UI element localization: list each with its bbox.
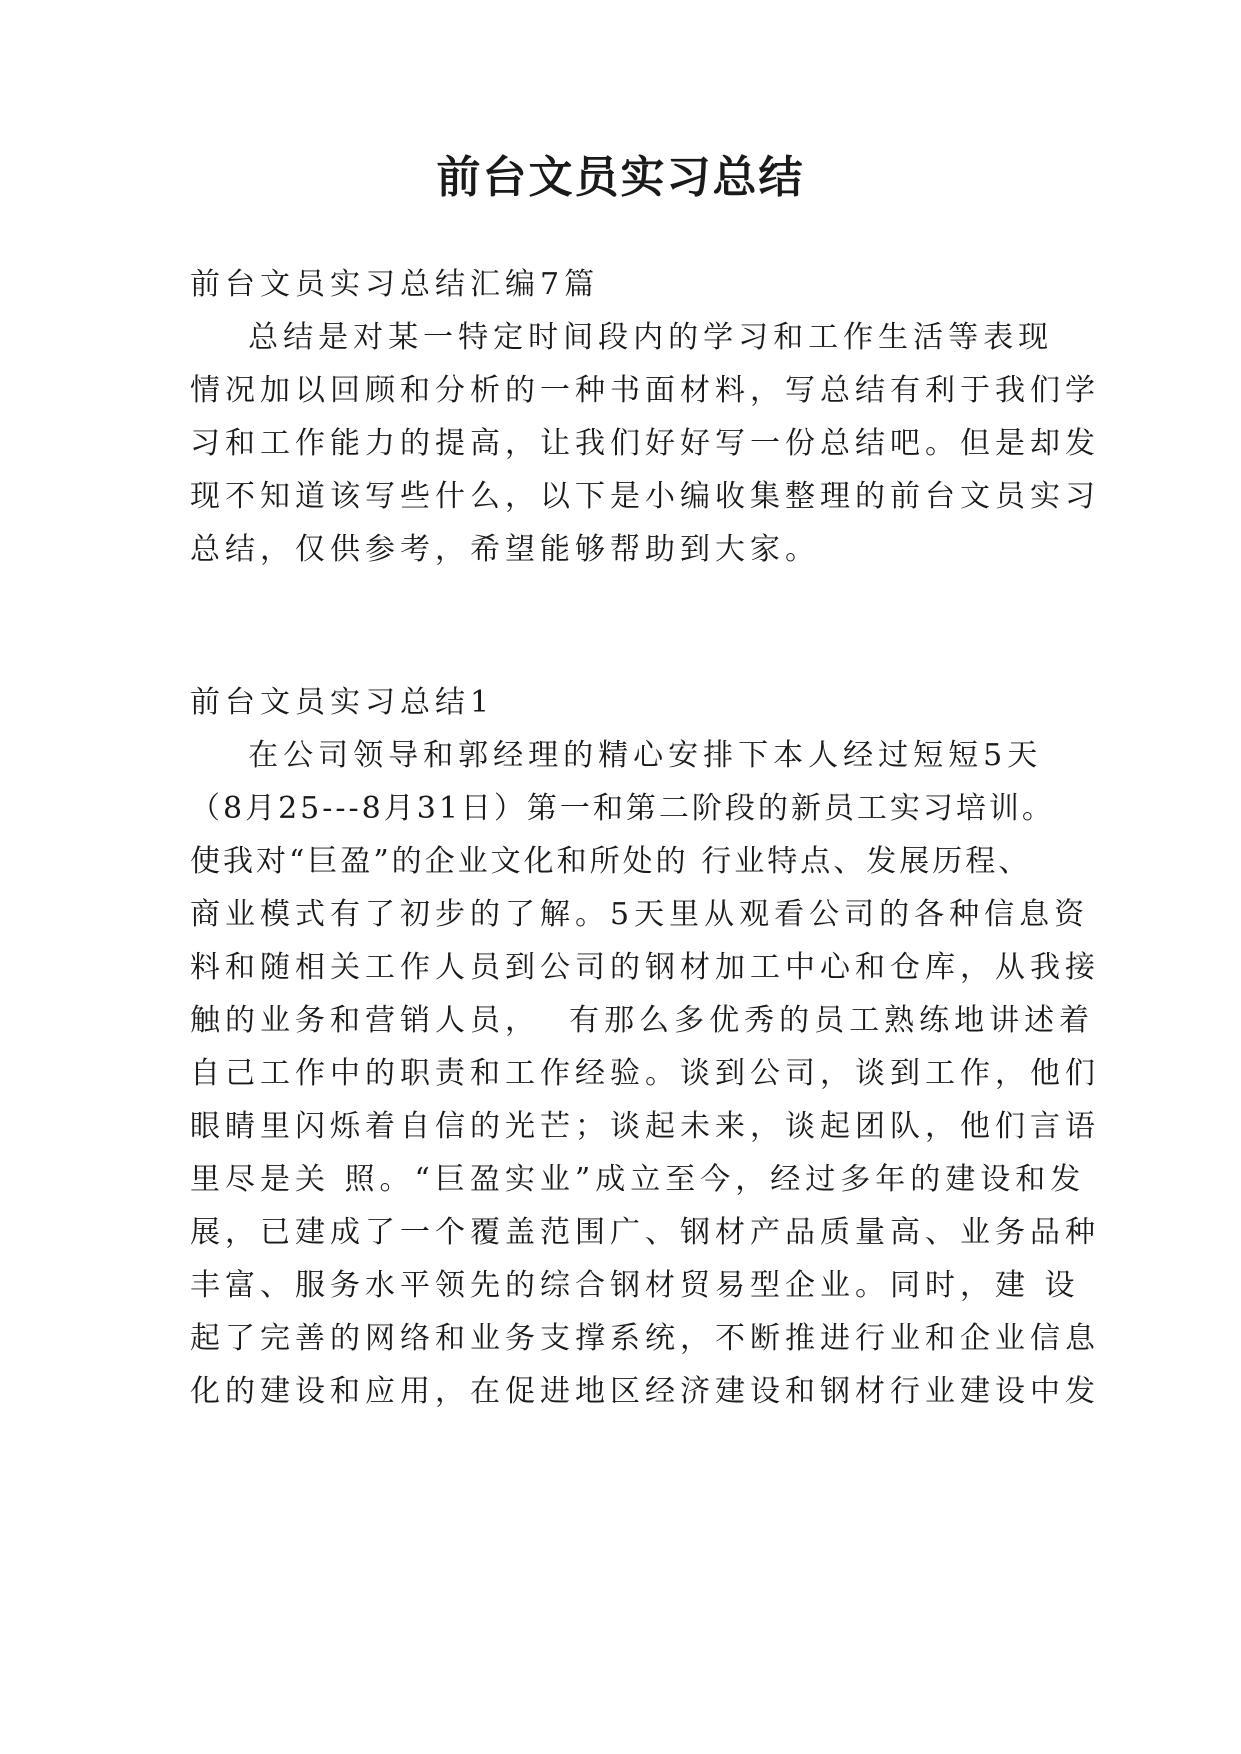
section1-line: 自己工作中的职责和工作经验。谈到公司，谈到工作，他们 [190, 1056, 1100, 1091]
intro-line: 情况加以回顾和分析的一种书面材料，写总结有利于我们学 [190, 373, 1100, 408]
intro-line: 总结，仅供参考，希望能够帮助到大家。 [190, 532, 820, 567]
section1-line: 眼睛里闪烁着自信的光芒；谈起未来，谈起团队，他们言语 [190, 1109, 1100, 1144]
section1-line: （8月25---8月31日）第一和第二阶段的新员工实习培训。 [190, 791, 1055, 826]
document-title: 前台文员实习总结 [436, 152, 805, 203]
intro-line: 现不知道该写些什么，以下是小编收集整理的前台文员实习 [190, 479, 1100, 514]
section1-line: 丰富、服务水平领先的综合钢材贸易型企业。同时，建 设 [190, 1268, 1080, 1303]
intro-line: 总结是对某一特定时间段内的学习和工作生活等表现 [190, 320, 1054, 355]
section1-paragraph [190, 729, 1100, 1418]
section1-line: 里尽是关 照。“巨盈实业”成立至今，经过多年的建设和发 [190, 1162, 1086, 1197]
section1-line: 在公司领导和郭经理的精心安排下本人经过短短5天 [190, 738, 1043, 773]
section1-line: 化的建设和应用，在促进地区经济建设和钢材行业建设中发 [190, 1374, 1100, 1409]
section-heading: 前台文员实习总结1 [190, 685, 495, 720]
intro-paragraph [190, 311, 1100, 576]
section1-line: 商业模式有了初步的了解。5天里从观看公司的各种信息资 [190, 897, 1090, 932]
section1-line: 使我对“巨盈”的企业文化和所处的 行业特点、发展历程、 [190, 844, 1032, 879]
section1-line: 展，已建成了一个覆盖范围广、钢材产品质量高、业务品种 [190, 1215, 1100, 1250]
section1-line: 触的业务和营销人员， 有那么多优秀的员工熟练地讲述着 [190, 1003, 1095, 1038]
intro-line: 习和工作能力的提高，让我们好好写一份总结吧。但是却发 [190, 426, 1100, 461]
document-subtitle: 前台文员实习总结汇编7篇 [190, 267, 600, 302]
section1-line: 料和随相关工作人员到公司的钢材加工中心和仓库，从我接 [190, 950, 1100, 985]
section1-line: 起了完善的网络和业务支撑系统，不断推进行业和企业信息 [190, 1321, 1100, 1356]
